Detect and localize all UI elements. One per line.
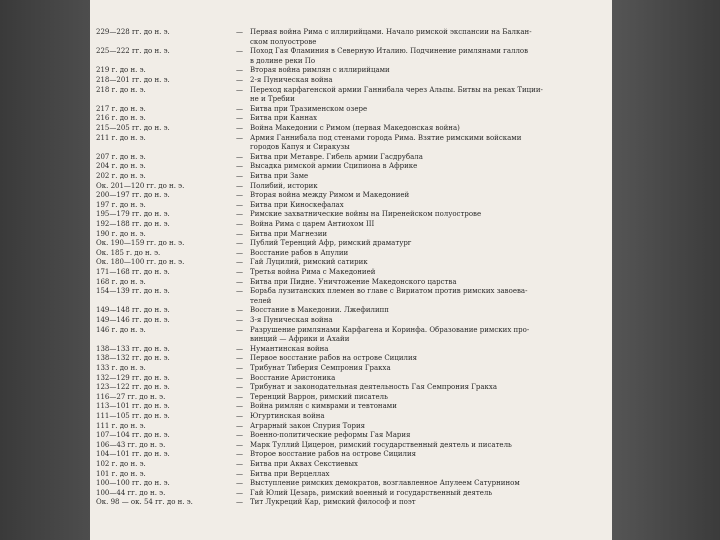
row-event-continuation: в долине реки По — [250, 56, 316, 65]
row-dash: — — [236, 210, 243, 219]
row-event: Восстание рабов в Апулии — [250, 248, 349, 257]
row-dash: — — [236, 162, 243, 171]
row-event: Аграрный закон Спурия Тория — [250, 421, 366, 430]
row-date: 192—188 гг. до н. э. — [96, 220, 170, 228]
row-event: Переход карфагенской армии Ганнибала через Альпы. Битвы на реках Тиции- — [250, 85, 543, 94]
row-event: Битва при Пидне. Уничтожение Македонского царства — [250, 277, 457, 286]
row-date: 132—129 гг. до н. э. — [96, 373, 170, 382]
row-date: Ок. 180—100 гг. до н. э. — [96, 258, 185, 267]
row-date: 138—133 гг. до н. э. — [96, 344, 170, 353]
row-dash: — — [236, 76, 243, 84]
row-event: Восстание Аристоника — [250, 373, 336, 382]
row-date: 133 г. до н. э. — [96, 364, 146, 372]
row-date: 113—101 гг. до н. э. — [96, 402, 170, 411]
row-dash: — — [236, 373, 243, 382]
row-date: 100—100 гг. до н. э. — [96, 479, 170, 488]
row-dash: — — [236, 412, 243, 420]
row-date: Ок. 190—159 гг. до н. э. — [96, 239, 185, 248]
row-dash: — — [236, 104, 243, 113]
slide-frame-left — [0, 0, 90, 540]
row-event: Битва при Тразименском озере — [250, 104, 368, 113]
row-date: 123—122 гг. до н. э. — [96, 383, 170, 392]
row-date: 111—105 гг. до н. э. — [96, 412, 170, 420]
row-dash: — — [236, 316, 243, 324]
row-date: 102 г. до н. э. — [96, 460, 146, 468]
document-page — [90, 0, 612, 540]
row-event: Марк Туллий Цицерон, римский государственный деятель и писатель — [250, 440, 512, 449]
row-date: 202 г. до н. э. — [96, 172, 146, 180]
row-event: Гай Юлий Цезарь, римский военный и государственный деятель — [250, 488, 493, 497]
row-date: 204 г. до н. э. — [96, 162, 146, 171]
row-dash: — — [236, 431, 243, 440]
row-event: Битва при Верцеллах — [250, 469, 330, 478]
row-event: Вторая война между Римом и Македонией — [250, 191, 410, 200]
row-event: Нумантинская война — [250, 344, 329, 353]
row-dash: — — [236, 133, 243, 142]
row-dash: — — [236, 287, 243, 296]
row-event: Битва при Метавре. Гибель армии Гасдрубала — [250, 152, 423, 161]
row-dash: — — [236, 306, 243, 315]
row-event: Битва при Киноскефалах — [250, 200, 344, 209]
row-date: 229—228 гг. до н. э. — [96, 28, 170, 36]
row-event: Выступление римских демократов, возглавленное Апулеем Сатурнином — [250, 479, 520, 488]
row-event: Военно-политические реформы Гая Мария — [250, 431, 411, 440]
row-dash: — — [236, 28, 243, 36]
chronology-table — [90, 0, 612, 540]
row-date: 154—139 гг. до н. э. — [96, 287, 170, 296]
row-event: Римские захватнические войны на Пиренейском полуострове — [250, 210, 482, 219]
row-event: Гай Луцилий, римский сатирик — [250, 258, 368, 267]
row-dash: — — [236, 440, 243, 449]
row-date: 218 г. до н. э. — [96, 85, 146, 94]
row-dash: — — [236, 498, 243, 507]
row-date: 149—146 гг. до н. э. — [96, 316, 170, 324]
row-dash: — — [236, 354, 243, 363]
row-date: 197 г. до н. э. — [96, 200, 146, 209]
row-dash: — — [236, 239, 243, 248]
row-dash: — — [236, 325, 243, 334]
row-date: 101 г. до н. э. — [96, 469, 146, 478]
row-event-continuation: телей — [250, 296, 272, 305]
row-event: Трибунат Тиберия Семпрония Гракха — [250, 364, 391, 372]
row-date: Ок. 201—120 гг. до н. э. — [96, 181, 185, 190]
row-event: Армия Ганнибала под стенами города Рима. Взятие римскими войсками — [250, 133, 522, 142]
row-dash: — — [236, 47, 243, 56]
row-date: 111 г. до н. э. — [96, 421, 146, 430]
row-dash: — — [236, 364, 243, 372]
row-dash: — — [236, 220, 243, 228]
row-event: Теренций Варрон, римский писатель — [250, 392, 388, 401]
row-dash: — — [236, 344, 243, 353]
row-event: Битва при Магнезии — [250, 229, 328, 238]
row-date: 171—168 гг. до н. э. — [96, 268, 170, 276]
row-date: 116—27 гг. до н. э. — [96, 392, 166, 401]
row-event: Война Македонии с Римом (первая Македонская война) — [250, 124, 460, 132]
row-date: 215—205 гг. до н. э. — [96, 124, 170, 132]
row-date: 138—132 гг. до н. э. — [96, 354, 170, 363]
row-event: Битва при Аквах Секстиевых — [250, 460, 358, 468]
row-event: Первое восстание рабов на острове Сицилия — [250, 354, 418, 363]
row-dash: — — [236, 268, 243, 276]
row-date: 100—44 гг. до н. э. — [96, 488, 166, 497]
row-event: Разрушение римлянами Карфагена и Коринфа. Образование римских про- — [250, 325, 530, 334]
row-event: Югуртинская война — [250, 412, 325, 420]
row-date: 104—101 гг. до н. э. — [96, 450, 170, 459]
row-event: Вторая война римлян с иллирийцами — [250, 66, 390, 75]
row-dash: — — [236, 421, 243, 430]
row-date: 200—197 гг. до н. э. — [96, 191, 170, 200]
row-dash: — — [236, 479, 243, 488]
row-date: 146 г. до н. э. — [96, 325, 146, 334]
row-dash: — — [236, 460, 243, 468]
row-event: Тит Лукреций Кар, римский философ и поэт — [250, 498, 416, 507]
row-dash: — — [236, 85, 243, 94]
row-date: 216 г. до н. э. — [96, 114, 146, 123]
row-event: Полибий, историк — [250, 181, 318, 190]
row-date: 207 г. до н. э. — [96, 152, 146, 161]
row-date: 218—201 гг. до н. э. — [96, 76, 170, 84]
row-date: 149—148 гг. до н. э. — [96, 306, 170, 315]
row-dash: — — [236, 450, 243, 459]
row-event: Первая война Рима с иллирийцами. Начало римской экспансии на Балкан- — [250, 28, 532, 36]
row-dash: — — [236, 66, 243, 75]
row-event: 2-я Пуническая война — [250, 76, 333, 84]
row-dash: — — [236, 191, 243, 200]
row-event: Публий Теренций Афр, римский драматург — [250, 239, 412, 248]
row-dash: — — [236, 229, 243, 238]
row-date: 190 г. до н. э. — [96, 229, 146, 238]
row-event: Битва при Каннах — [250, 114, 318, 123]
slide-frame-right — [612, 0, 720, 540]
row-date: 225—222 гг. до н. э. — [96, 47, 170, 56]
row-event: Поход Гая Фламиния в Северную Италию. Подчинение римлянами галлов — [250, 47, 529, 56]
row-dash: — — [236, 392, 243, 401]
row-event-continuation: винций — Африки и Ахайи — [250, 335, 350, 344]
row-dash: — — [236, 172, 243, 180]
row-dash: — — [236, 181, 243, 190]
row-event: Война римлян с кимврами и тевтонами — [250, 402, 397, 411]
row-dash: — — [236, 152, 243, 161]
row-date: 211 г. до н. э. — [96, 133, 146, 142]
row-dash: — — [236, 248, 243, 257]
row-date: 217 г. до н. э. — [96, 104, 146, 113]
row-dash: — — [236, 488, 243, 497]
row-event-continuation: ском полуострове — [250, 37, 317, 46]
row-event: Второе восстание рабов на острове Сицилия — [250, 450, 417, 459]
row-dash: — — [236, 114, 243, 123]
row-dash: — — [236, 277, 243, 286]
row-event: Борьба лузитанских племен во главе с Вириатом против римских завоева- — [250, 287, 528, 296]
row-dash: — — [236, 200, 243, 209]
row-date: 219 г. до н. э. — [96, 66, 146, 75]
row-event: 3-я Пуническая война — [250, 316, 333, 324]
row-dash: — — [236, 124, 243, 132]
row-event: Битва при Заме — [250, 172, 309, 180]
row-dash: — — [236, 402, 243, 411]
row-event: Третья война Рима с Македонией — [250, 268, 376, 276]
row-dash: — — [236, 383, 243, 392]
row-event-continuation: не и Требии — [250, 95, 295, 104]
row-event: Трибунат и законодательная деятельность Гая Семпрония Гракха — [250, 383, 498, 392]
row-date: 195—179 гг. до н. э. — [96, 210, 170, 219]
row-event-continuation: городов Капуя и Сиракузы — [250, 143, 350, 152]
row-event: Высадка римской армии Сципиона в Африке — [250, 162, 418, 171]
row-dash: — — [236, 258, 243, 267]
row-date: 107—104 гг. до н. э. — [96, 431, 170, 440]
row-date: 168 г. до н. э. — [96, 277, 146, 286]
row-date: Ок. 98 — ок. 54 гг. до н. э. — [96, 498, 193, 507]
row-date: 106—43 гг. до н. э. — [96, 440, 166, 449]
row-event: Война Рима с царем Антиохом III — [250, 220, 375, 228]
row-date: Ок. 185 г. до н. э. — [96, 248, 161, 257]
row-dash: — — [236, 469, 243, 478]
row-event: Восстание в Македонии. Лжефилипп — [250, 306, 389, 315]
